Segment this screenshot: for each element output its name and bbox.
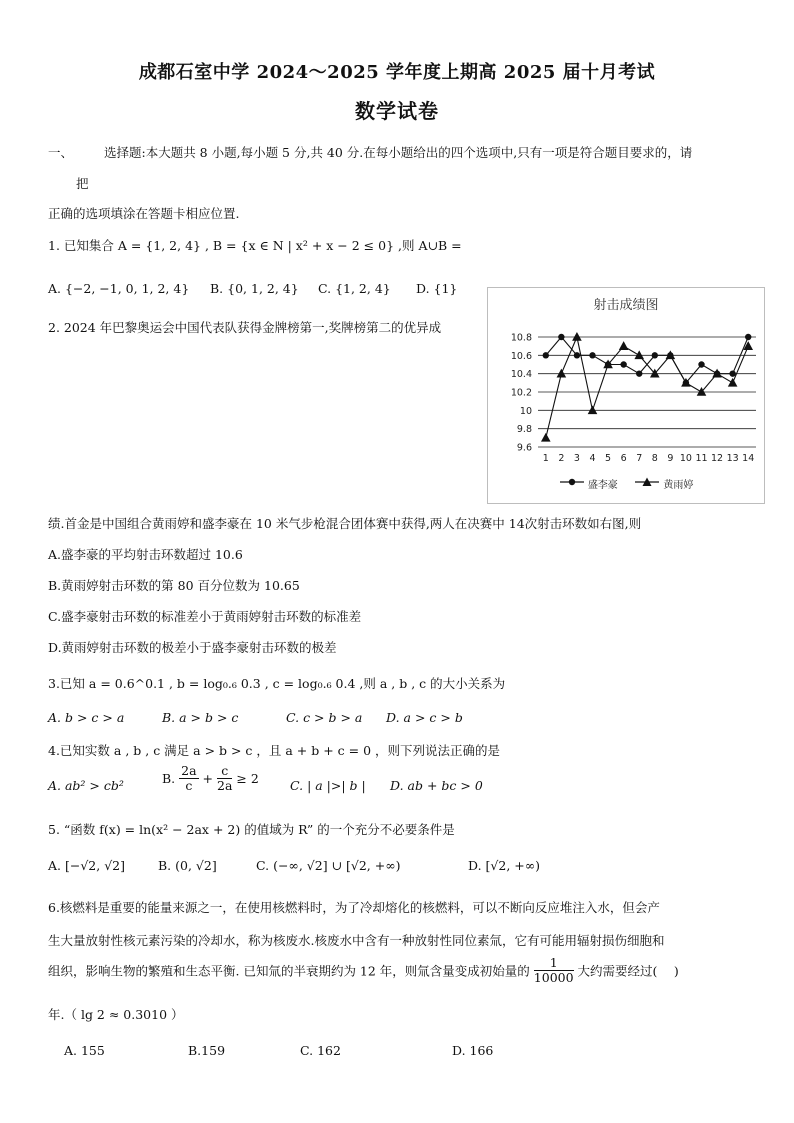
x-tick-label: 7 [636,453,643,464]
y-tick-label: 10.6 [510,350,532,362]
legend-series2-label: 黄雨婷 [663,480,694,491]
q2-option-d: D.黄雨婷射击环数的极差小于盛李豪射击环数的极差 [48,640,337,655]
section-instructions-cont2: 正确的选项填涂在答题卡相应位置. [48,206,240,221]
q1-option-a: A. {−2, −1, 0, 1, 2, 4} [48,281,190,296]
chart-title: 射击成绩图 [593,298,659,313]
series2-point [619,341,629,350]
series1-point [558,334,564,340]
q1-option-c: C. {1, 2, 4} [318,281,391,296]
x-tick-label: 5 [605,453,612,464]
series1-point [636,370,642,376]
legend-series1-label: 盛李豪 [587,480,618,491]
x-tick-label: 13 [726,453,739,464]
y-tick-label: 10.2 [510,387,532,399]
q6-option-d: D. 166 [452,1043,494,1058]
q4-option-b [162,764,259,793]
q4-option-d: D. ab + bc > 0 [390,778,483,793]
section-instructions: 选择题:本大题共 8 小题,每小题 5 分,共 40 分.在每小题给出的四个选项中,只有一项是符合题目要求的，请 [104,145,693,160]
q3-option-b: B. a > b > c [162,710,239,725]
series2-point [666,350,676,359]
series2-point [634,350,644,359]
x-tick-label: 2 [558,453,565,464]
x-tick-label: 11 [695,453,708,464]
legend-series2-icon [634,477,660,490]
y-tick-label: 9.6 [516,442,532,454]
q6-line4: 年.（ lg 2 ≈ 0.3010 ） [48,1007,184,1022]
q5-option-c: C. (−∞, √2] ∪ [√2, +∞) [256,858,401,873]
series2-point [557,369,567,378]
x-tick-label: 6 [620,453,627,464]
x-tick-label: 10 [679,453,692,464]
q4-option-c: C. | a |>| b | [290,778,366,793]
x-tick-label: 9 [667,453,674,464]
q5-stem: 5. “函数 f(x) = ln(x² − 2ax + 2) 的值域为 R” 的一个充分不必要条件是 [48,822,455,837]
series1-point [543,352,549,358]
shooting-chart [487,287,765,504]
q4-fraction-1: $\frac{2a}{c}$ [181,763,197,793]
q1-option-b: B. {0, 1, 2, 4} [210,281,299,296]
q6-line2: 生大量放射性核元素污染的冷却水，称为核废水.核废水中含有一种放射性同位素氚，它有可能用辐射损伤细胞和 [48,933,665,948]
q3-option-d: D. a > c > b [386,710,463,725]
chart-legend [488,476,764,491]
exam-subtitle: 数学试卷 [355,99,439,123]
q6-fraction: $\frac{1}{10000}$ [533,955,574,985]
y-tick-label: 10.8 [510,332,532,344]
section-instructions-cont1: 把 [76,176,89,191]
q2-option-a: A.盛李豪的平均射击环数超过 10.6 [48,547,243,562]
x-tick-label: 1 [542,453,549,464]
q4-option-a: A. ab² > cb² [48,778,124,793]
series2-point [572,332,582,341]
q4-ge: ≥ 2 [236,771,259,786]
section-number: 一、 [48,145,74,160]
q2-stem-line2: 绩.首金是中国组合黄雨婷和盛李豪在 10 米气步枪混合团体赛中获得,两人在决赛中 14次射击环数如右图,则 [48,516,642,531]
series2-point [728,378,738,387]
series1-point [698,361,704,367]
series1-point [729,370,735,376]
y-tick-label: 9.8 [516,424,532,436]
y-tick-label: 10.4 [510,369,532,381]
q5-option-a: A. [−√2, √2] [48,858,125,873]
y-tick-label: 10 [519,405,532,417]
exam-title: 成都石室中学 2024～2025 学年度上期高 2025 届十月考试 [138,62,656,83]
q5-option-b: B. (0, √2] [158,858,217,873]
x-tick-label: 12 [711,453,724,464]
chart-plot [488,288,764,478]
q2-option-b: B.黄雨婷射击环数的第 80 百分位数为 10.65 [48,578,300,593]
series1-point [652,352,658,358]
q6-line3-text: 组织，影响生物的繁殖和生态平衡. 已知氚的半衰期约为 12 年，则氚含量变成初始量的 [48,963,530,979]
series2-point [541,433,551,442]
q3-stem: 3.已知 a = 0.6^0.1 , b = log₀.₆ 0.3 , c = log₀.₆ 0.4 ,则 a , b , c 的大小关系为 [48,676,506,691]
q3-option-c: C. c > b > a [286,710,363,725]
q6-line3 [48,956,679,985]
q2-stem-line1: 2. 2024 年巴黎奥运会中国代表队获得金牌榜第一,奖牌榜第二的优异成 [48,320,442,335]
q1-stem: 1. 已知集合 A = {1, 2, 4} , B = {x ∈ N | x² + x − 2 ≤ 0} ,则 A∪B = [48,238,462,253]
q2-option-c: C.盛李豪射击环数的标准差小于黄雨婷射击环数的标准差 [48,609,362,624]
series-line-2 [546,337,748,438]
series1-point [745,334,751,340]
series1-point [574,352,580,358]
q6-line3-tail: 大约需要经过( ) [577,963,679,979]
q6-option-b: B.159 [188,1043,226,1058]
q4-option-b-label: B. [162,771,176,786]
series2-point [588,405,598,414]
x-tick-label: 3 [573,453,580,464]
q6-option-a: A. 155 [64,1043,105,1058]
x-tick-label: 4 [589,453,596,464]
q3-option-a: A. b > c > a [48,710,125,725]
x-tick-label: 14 [742,453,755,464]
q1-option-d: D. {1} [416,281,458,296]
x-tick-label: 8 [651,453,658,464]
q4-fraction-2: $\frac{c}{2a}$ [217,763,233,793]
series1-point [589,352,595,358]
series1-point [620,361,626,367]
series2-point [712,369,722,378]
q4-stem: 4.已知实数 a , b , c 满足 a > b > c ，且 a + b + c = 0 ，则下列说法正确的是 [48,743,501,758]
q4-plus: + [202,771,214,786]
q6-line1: 6.核燃料是重要的能量来源之一，在使用核燃料时，为了冷却熔化的核燃料，可以不断向反应堆注入水，但会产 [48,900,660,915]
q5-option-d: D. [√2, +∞) [468,858,541,873]
legend-series1-icon [559,477,585,490]
q6-option-c: C. 162 [300,1043,341,1058]
